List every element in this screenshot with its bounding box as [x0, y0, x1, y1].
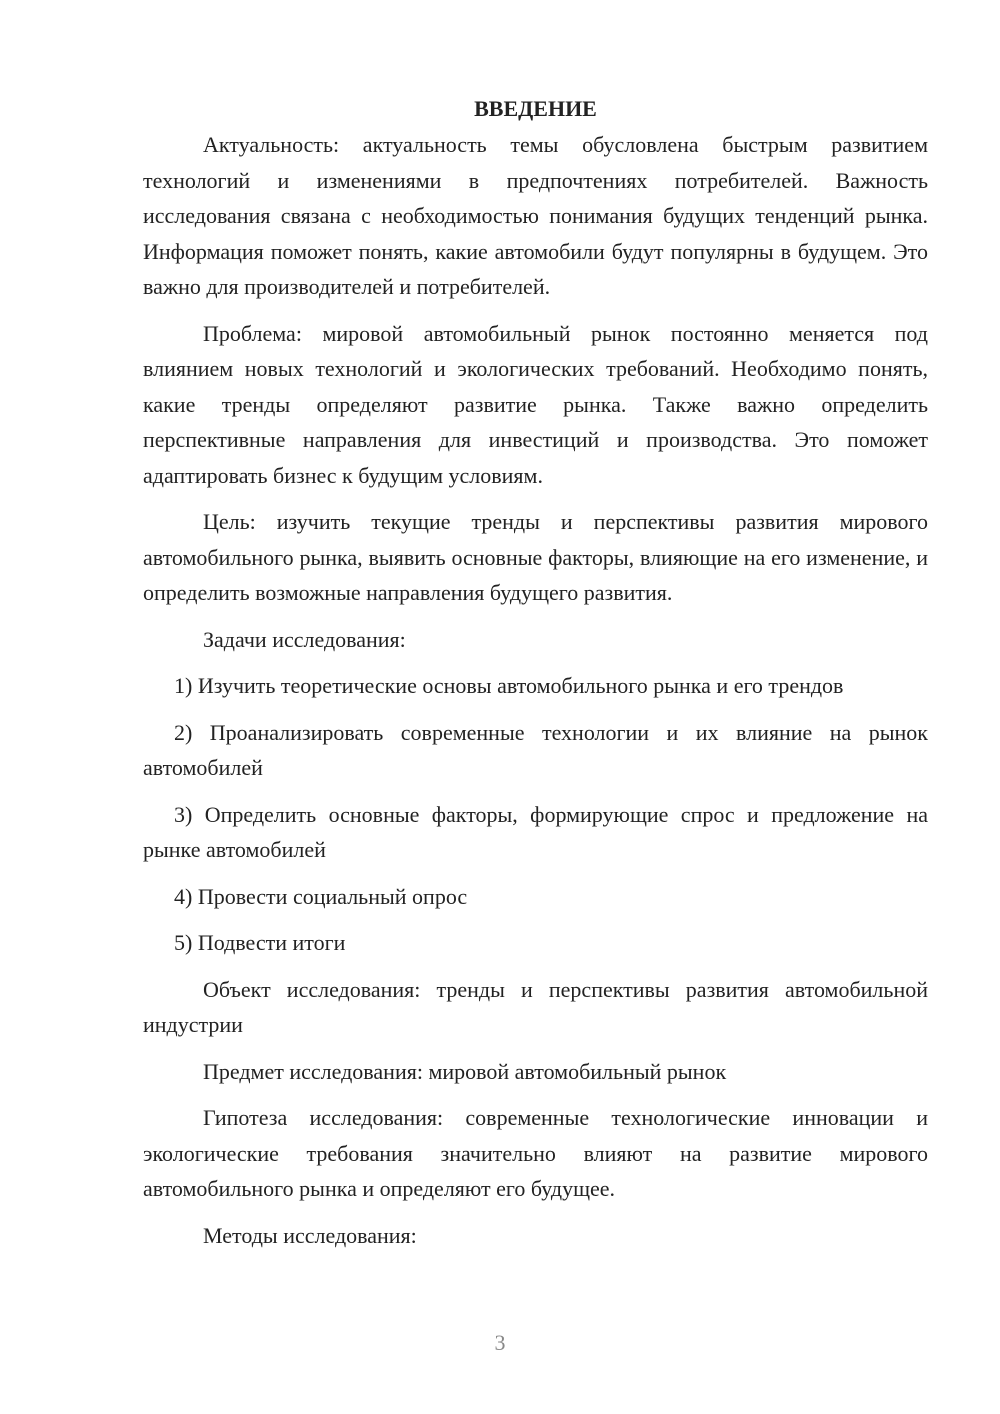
- hypothesis-paragraph: Гипотеза исследования: современные технологические инновации и экологические требования значительно влияют на развитие мирового автомобильного рынка и определяют его будущее.: [143, 1105, 928, 1201]
- task-item: 3) Определить основные факторы, формирующие спрос и предложение на рынке автомобилей: [143, 801, 928, 862]
- subject-paragraph: Предмет исследования: мировой автомобильный рынок: [203, 1058, 727, 1084]
- page-title: ВВЕДЕНИЕ: [474, 96, 597, 121]
- page-number: 3: [494, 1330, 506, 1355]
- task-item: 1) Изучить теоретические основы автомобильного рынка и его трендов: [174, 673, 844, 698]
- object-paragraph: Объект исследования: тренды и перспективы развития автомобильной индустрии: [143, 976, 928, 1037]
- task-item: 4) Провести социальный опрос: [174, 883, 468, 909]
- methods-title: Методы исследования:: [203, 1222, 417, 1248]
- task-item: 2) Проанализировать современные технологии и их влияние на рынок автомобилей: [143, 719, 928, 780]
- relevance-paragraph: Актуальность: актуальность темы обусловлена быстрым развитием технологий и изменениями в предпочтениях потребителей. Важность исследования связана с необходимостью понимания будущих тенденций рынка. Информация поможет понять, какие автомобили будут популярны в будущем. Это важно для производителей и потребителей.: [143, 132, 928, 299]
- goal-paragraph: Цель: изучить текущие тренды и перспективы развития мирового автомобильного рынка, выявить основные факторы, влияющие на его изменение, и определить возможные направления будущего развития.: [143, 509, 928, 605]
- page-content: [143, 93, 928, 1264]
- task-item: 5) Подвести итоги: [174, 930, 346, 955]
- tasks-title: Задачи исследования:: [203, 626, 406, 652]
- problem-paragraph: Проблема: мировой автомобильный рынок постоянно меняется под влиянием новых технологий и экологических требований. Необходимо понять, какие тренды определяют развитие рынка. Также важно определить перспективные направления для инвестиций и производства. Это поможет адаптировать бизнес к будущим условиям.: [143, 320, 928, 488]
